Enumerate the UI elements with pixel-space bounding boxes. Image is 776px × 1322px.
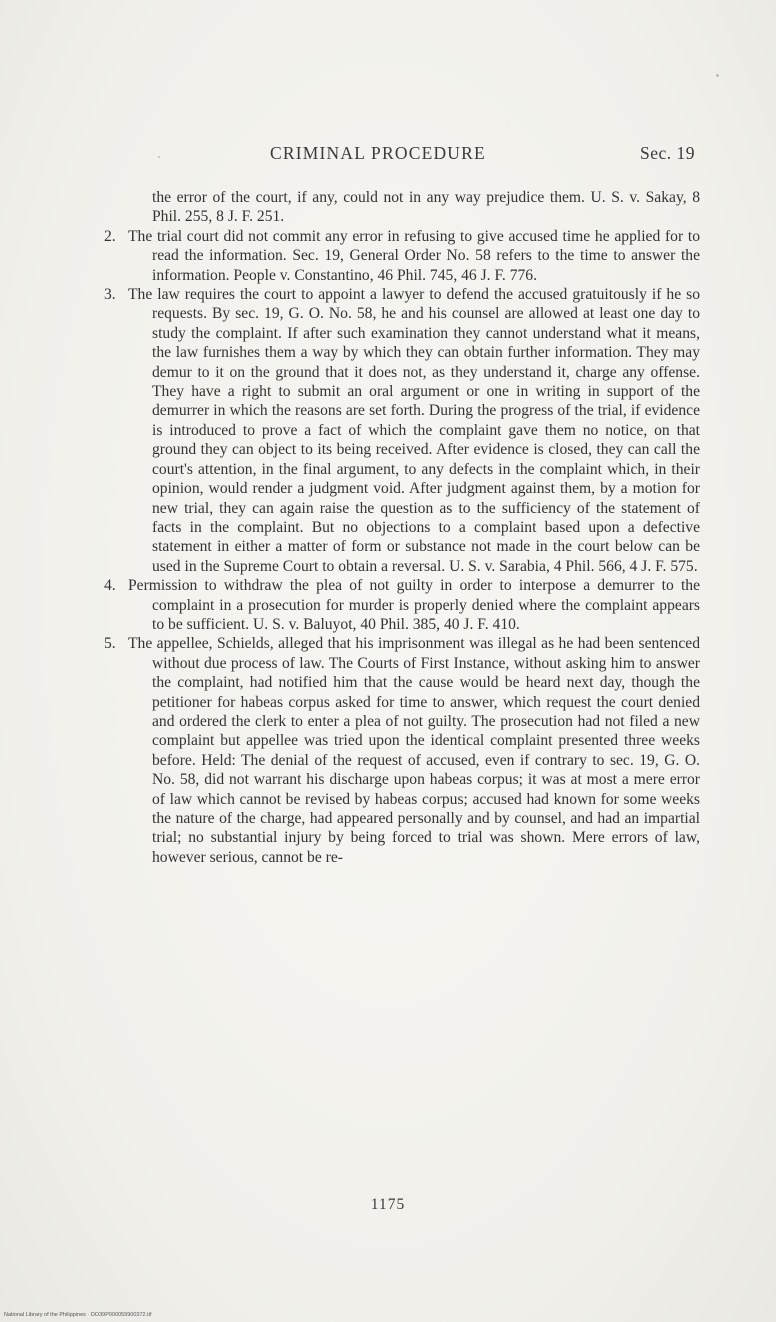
paragraph-text: The appellee, Schields, alleged that his imprisonment was illegal as he had been sentenced without due process of law. The Courts of First Instance, without asking him to answer the complaint, had notified him that the cause would be heard next day, though the petitioner for habeas corpus asked for time to answer, which request the court denied and ordered the clerk to enter a plea of not guilty. The prosecution had not filed a new complaint but appellee was tried upon the identical complaint presented three weeks before. Held: The denial of the request of accused, even if contrary to sec. 19, G. O. No. 58, did not warrant his discharge upon habeas corpus; it was at most a mere error of law which cannot be revised by habeas corpus; accused had known for some weeks the nature of the charge, had appeared personally and by counsel, and had an impartial trial; no substantial injury by being forced to trial was shown. Mere errors of law, however serious, cannot be re- <box>128 635 700 866</box>
paragraph-text: The law requires the court to appoint a lawyer to defend the accused gratuitously if he so requests. By sec. 19, G. O. No. 58, he and his counsel are allowed at least one day to study the complaint. If after such examination they cannot understand what it means, the law furnishes them a way by which they can obtain further information. They may demur to it on the ground that it does not, as they understand it, charge any offense. They have a right to submit an oral argument or one in writing in support of the demurrer in which the reasons are set forth. During the progress of the trial, if evidence is introduced to prove a fact of which the complaint gave them no notice, on that ground they can object to its being received. After evidence is closed, they can call the court's attention, in the final argument, to any defects in the complaint which, in their opinion, would render a judgment void. After judgment against them, by a motion for new trial, they can again raise the question as to the sufficiency of the statement of facts in the complaint. But no objections to a complaint based upon a defective statement in either a matter of form or substance not made in the court below can be used in the Supreme Court to obtain a reversal. U. S. v. Sarabia, 4 Phil. 566, 4 J. F. 575. <box>128 286 700 575</box>
page-number: 1175 <box>370 1196 406 1213</box>
paragraph-text: Permission to withdraw the plea of not guilty in order to interpose a demurrer to the complaint in a prosecution for murder is properly denied where the complaint appears to be sufficient. U. S. v. Baluyot, 40 Phil. 385, 40 J. F. 410. <box>128 577 700 633</box>
section-reference: Sec. 19 <box>639 143 695 163</box>
numbered-paragraph <box>104 576 700 634</box>
scan-credit: National Library of the Philippines · DO39P000059900372.tif <box>4 1312 152 1318</box>
paragraph-number: 3. <box>104 286 116 304</box>
paragraph-text: The trial court did not commit any error in refusing to give accused time he applied for to read the information. Sec. 19, General Order No. 58 refers to the time to answer the information. People v. Constantino, 46 Phil. 745, 46 J. F. 776. <box>128 227 700 284</box>
continuation-paragraph: the error of the court, if any, could not in any way prejudice them. U. S. v. Sakay, 8 Phil. 255, 8 J. F. 251. <box>152 189 700 226</box>
paper-speck <box>716 74 719 77</box>
paragraph-number: 5. <box>104 635 116 653</box>
running-head: CRIMINAL PROCEDURE <box>270 143 486 163</box>
paragraph-number: 2. <box>104 227 116 245</box>
numbered-paragraph <box>104 285 700 576</box>
page-body <box>104 188 700 867</box>
page-header <box>150 143 695 167</box>
numbered-paragraph <box>104 227 700 285</box>
paragraph-number: 4. <box>104 577 116 595</box>
numbered-paragraph <box>104 634 700 867</box>
